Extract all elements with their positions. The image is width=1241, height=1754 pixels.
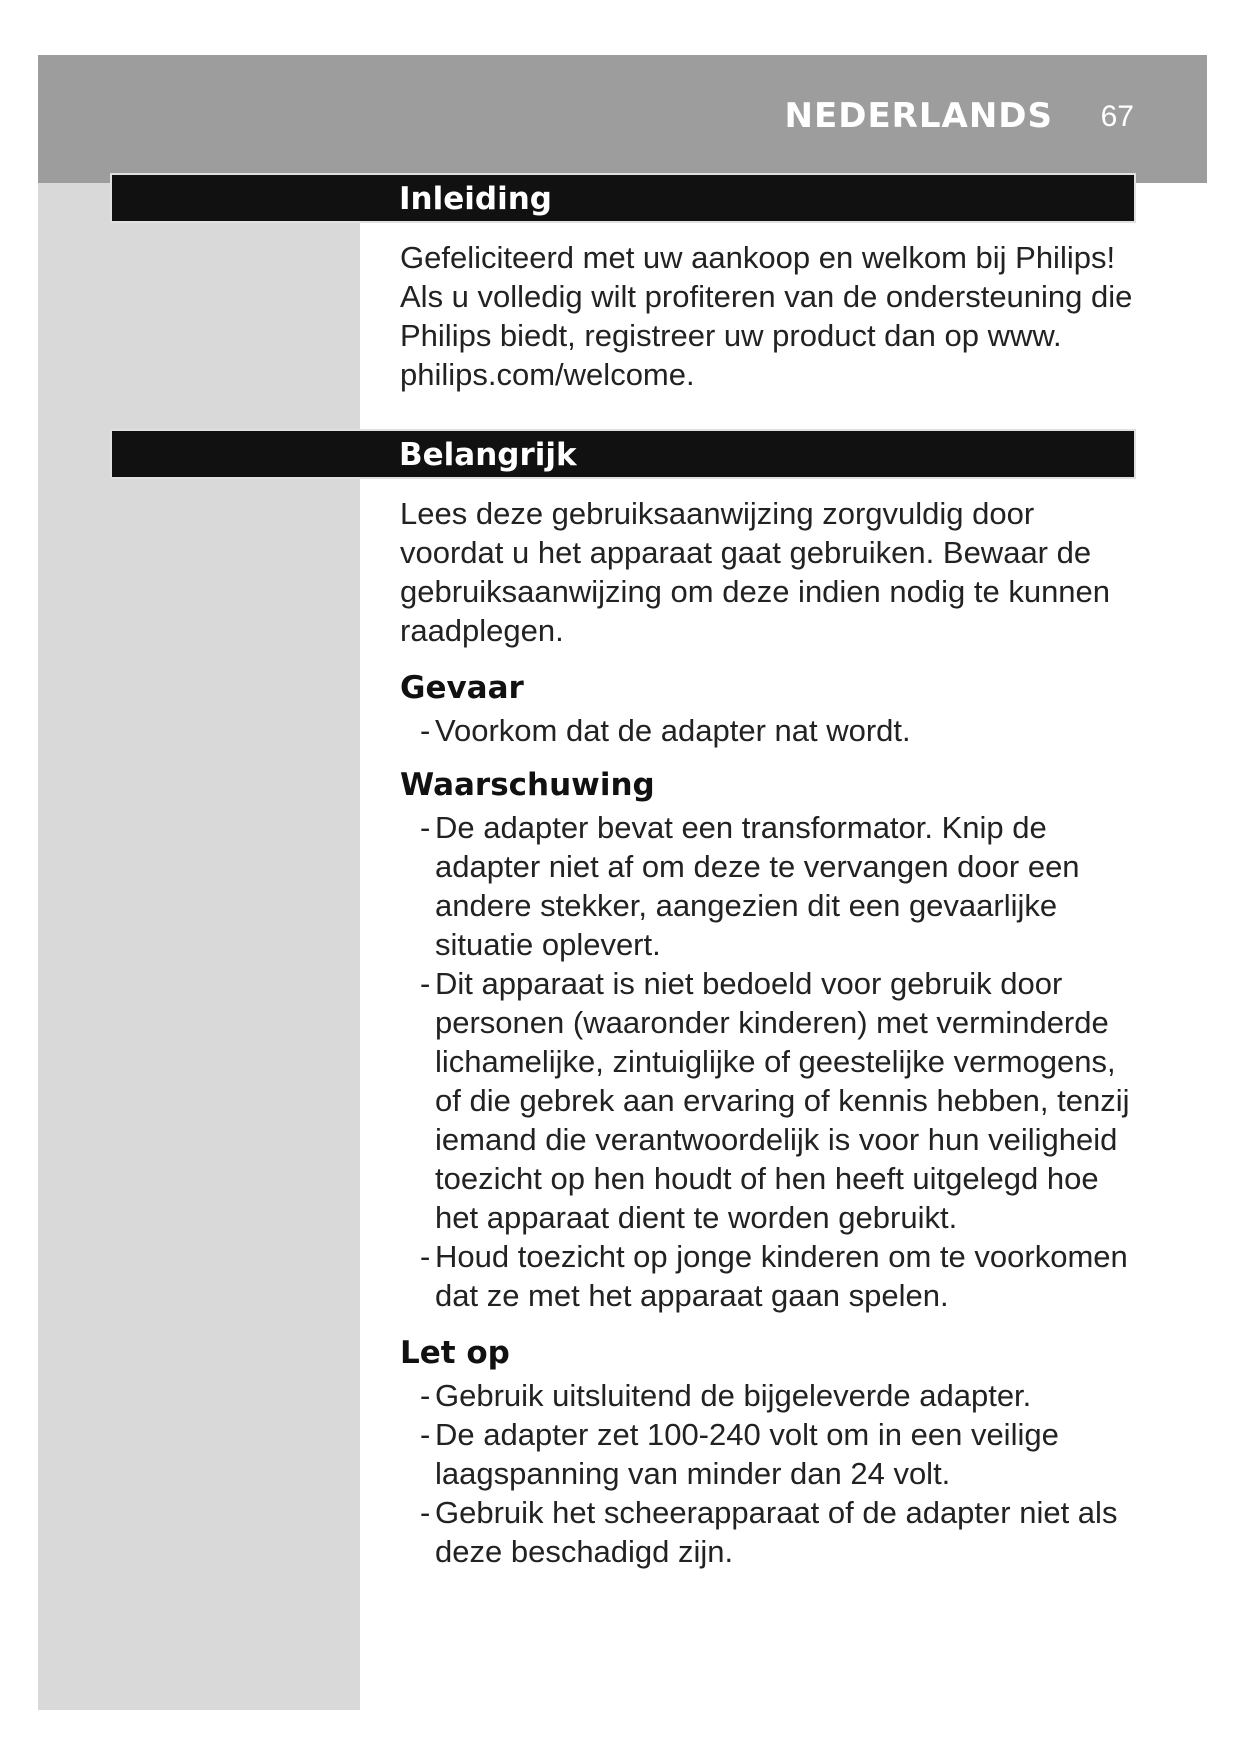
section-title: Belangrijk <box>399 437 577 473</box>
list-item: - De adapter zet 100-240 volt om in een veilige laagspanning van minder dan 24 volt. <box>420 1417 1059 1491</box>
language-title: NEDERLANDS <box>784 96 1053 136</box>
section-bar-inleiding <box>110 173 1136 223</box>
warning-list <box>420 808 1150 1315</box>
important-paragraph: Lees deze gebruiksaanwijzing zorgvuldig door voordat u het apparaat gaat gebruiken. Bewaar de gebruiksaanwijzing om deze indien nodig te kunnen raadplegen. <box>400 496 1111 648</box>
list-item: - Voorkom dat de adapter nat wordt. <box>420 713 911 748</box>
caution-list <box>420 1376 1150 1571</box>
list-item: - Dit apparaat is niet bedoeld voor gebruik door personen (waaronder kinderen) met verminderde lichamelijke, zintuiglijke of geestelijke vermogens, of die gebrek aan ervaring of kennis hebben, tenzij iemand die verantwoordelijk is voor hun veiligheid toezicht op hen houdt of hen heeft uitgelegd hoe het apparaat dient te worden gebruikt. <box>420 966 1130 1235</box>
caution-heading: Let op <box>400 1335 510 1371</box>
section-bar-belangrijk <box>110 429 1136 479</box>
page-number: 67 <box>1100 100 1134 133</box>
danger-heading: Gevaar <box>400 670 524 706</box>
warning-heading: Waarschuwing <box>400 767 655 803</box>
list-item: - De adapter bevat een transformator. Knip de adapter niet af om deze te vervangen door een andere stekker, aangezien dit een gevaarlijke situatie oplevert. <box>420 810 1080 962</box>
danger-list <box>420 711 1150 750</box>
intro-paragraph: Gefeliciteerd met uw aankoop en welkom bij Philips! Als u volledig wilt profiteren van de ondersteuning die Philips biedt, registreer uw product dan op www. philips.com/welcome. <box>400 240 1133 392</box>
list-item: - Gebruik uitsluitend de bijgeleverde adapter. <box>420 1378 1032 1413</box>
section-title: Inleiding <box>399 181 552 217</box>
list-item: - Gebruik het scheerapparaat of de adapter niet als deze beschadigd zijn. <box>420 1495 1118 1569</box>
left-margin-band <box>38 183 360 1710</box>
list-item: - Houd toezicht op jonge kinderen om te voorkomen dat ze met het apparaat gaan spelen. <box>420 1239 1128 1313</box>
